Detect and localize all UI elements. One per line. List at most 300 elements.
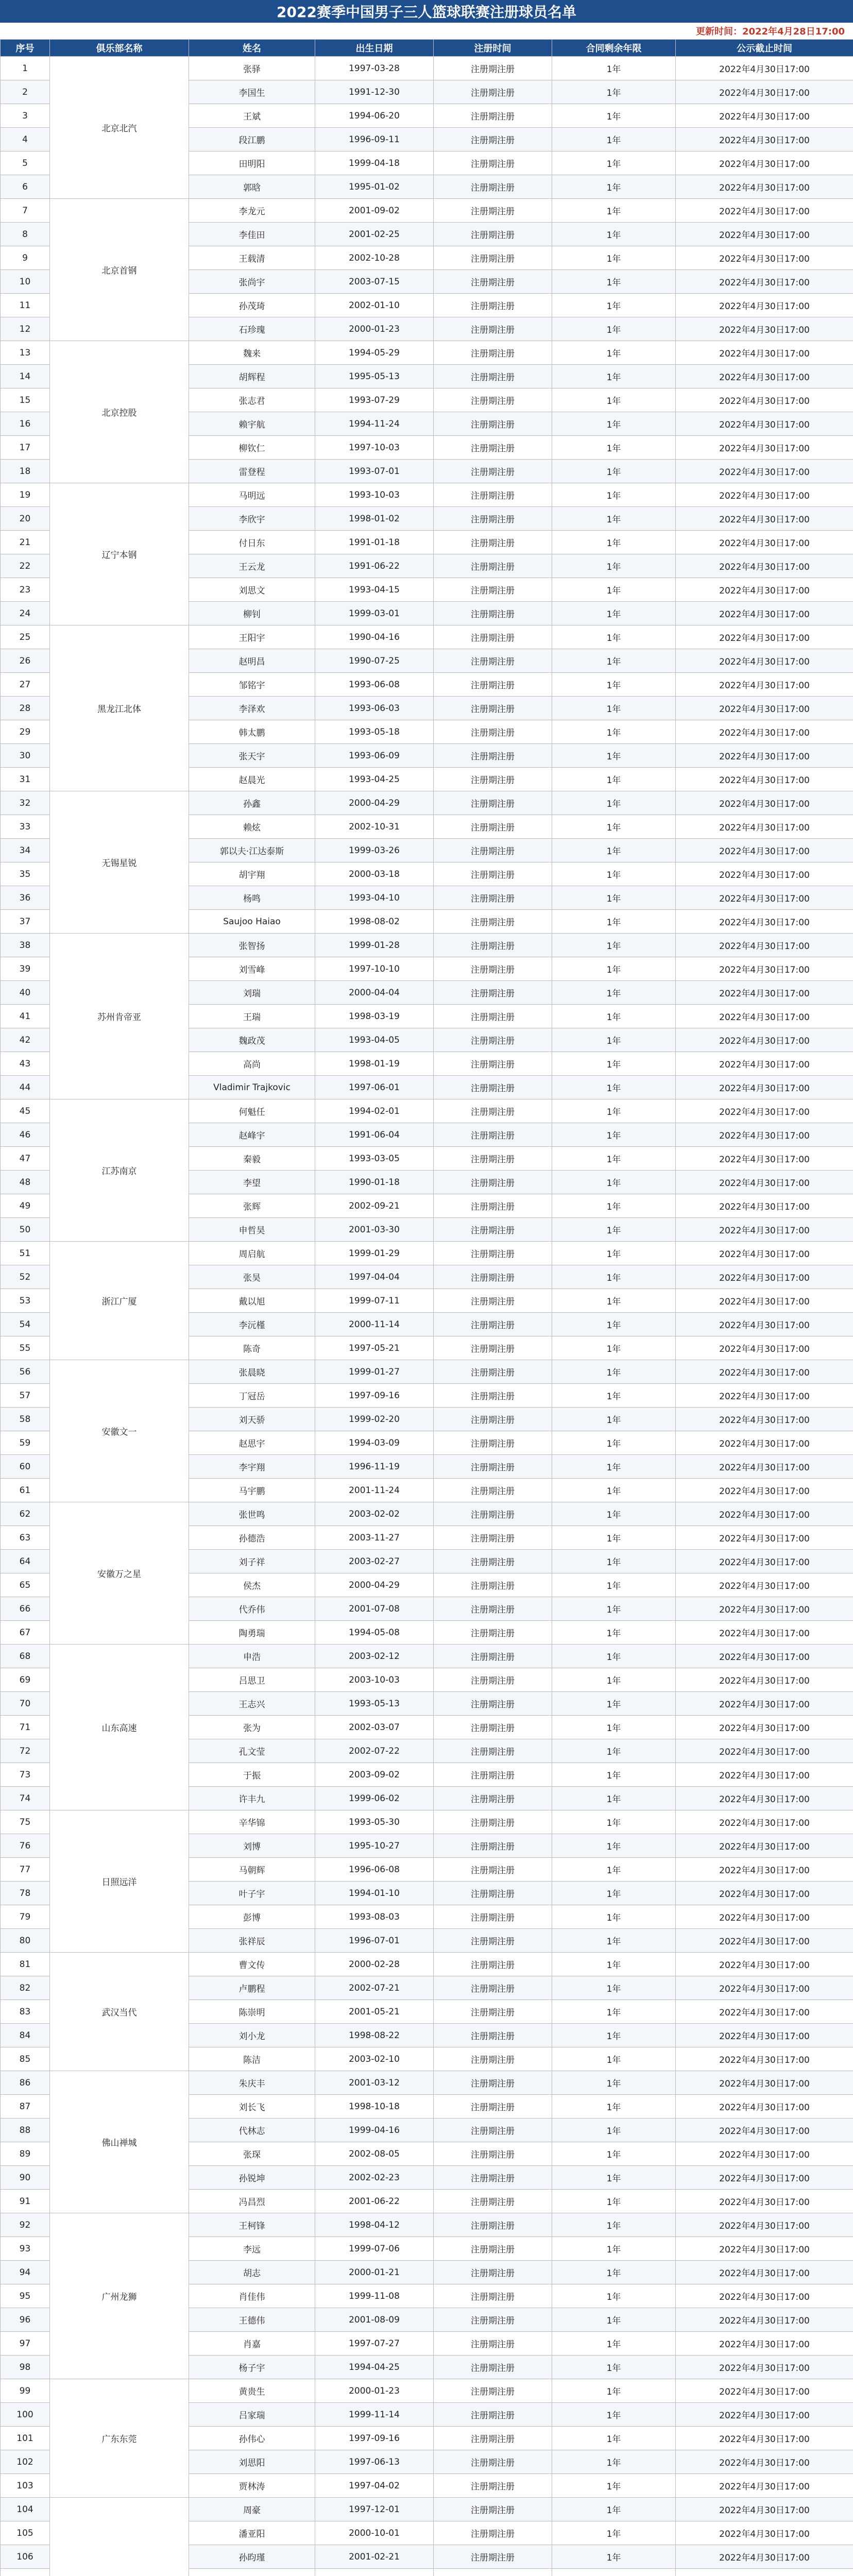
player-name: 吕思卫 — [189, 1668, 315, 1692]
publish-deadline: 2022年4月30日17:00 — [676, 2213, 853, 2237]
row-number: 96 — [1, 2308, 50, 2332]
birth-date: 1994-05-08 — [315, 1621, 434, 1645]
club-name: 安徽万之星 — [50, 1502, 189, 1645]
contract-years: 1年 — [552, 2237, 676, 2261]
contract-years: 1年 — [552, 1005, 676, 1028]
register-status: 注册期注册 — [434, 2261, 552, 2284]
birth-date: 2002-09-21 — [315, 1194, 434, 1218]
contract-years: 1年 — [552, 246, 676, 270]
row-number: 83 — [1, 2000, 50, 2024]
club-name: 无锡星锐 — [50, 791, 189, 934]
register-status: 注册期注册 — [434, 2332, 552, 2355]
club-name: 佛山禅城 — [50, 2071, 189, 2213]
publish-deadline — [676, 2569, 853, 2576]
publish-deadline: 2022年4月30日17:00 — [676, 1194, 853, 1218]
publish-deadline: 2022年4月30日17:00 — [676, 2450, 853, 2474]
contract-years: 1年 — [552, 1431, 676, 1455]
contract-years: 1年 — [552, 2119, 676, 2142]
publish-deadline: 2022年4月30日17:00 — [676, 791, 853, 815]
register-status: 注册期注册 — [434, 2166, 552, 2190]
register-status: 注册期注册 — [434, 294, 552, 317]
publish-deadline: 2022年4月30日17:00 — [676, 1953, 853, 1976]
player-name: 李欣宇 — [189, 507, 315, 531]
player-name: 刘子祥 — [189, 1550, 315, 1573]
publish-deadline: 2022年4月30日17:00 — [676, 2071, 853, 2095]
contract-years: 1年 — [552, 223, 676, 246]
publish-deadline: 2022年4月30日17:00 — [676, 104, 853, 128]
birth-date: 1999-11-08 — [315, 2284, 434, 2308]
row-number: 66 — [1, 1597, 50, 1621]
row-number: 61 — [1, 1479, 50, 1502]
row-number: 48 — [1, 1171, 50, 1194]
birth-date: 1999-01-28 — [315, 934, 434, 957]
player-name: 杨子宇 — [189, 2355, 315, 2379]
birth-date: 1999-06-02 — [315, 1787, 434, 1810]
player-name: 雷登程 — [189, 460, 315, 483]
club-name: 苏州肯帝亚 — [50, 934, 189, 1099]
birth-date: 1997-04-02 — [315, 2474, 434, 2498]
contract-years: 1年 — [552, 2450, 676, 2474]
club-name: 广东东莞 — [50, 2379, 189, 2498]
birth-date: 1995-05-13 — [315, 365, 434, 388]
player-name: 刘思阳 — [189, 2450, 315, 2474]
player-name: 魏来 — [189, 341, 315, 365]
contract-years: 1年 — [552, 1597, 676, 1621]
register-status: 注册期注册 — [434, 1597, 552, 1621]
birth-date: 2002-08-05 — [315, 2142, 434, 2166]
publish-deadline: 2022年4月30日17:00 — [676, 554, 853, 578]
player-name: 王柯锋 — [189, 2213, 315, 2237]
register-status: 注册期注册 — [434, 436, 552, 460]
player-name: 周启航 — [189, 1242, 315, 1265]
register-status: 注册期注册 — [434, 1479, 552, 1502]
register-status: 注册期注册 — [434, 2450, 552, 2474]
contract-years: 1年 — [552, 2498, 676, 2521]
birth-date: 2001-07-08 — [315, 1597, 434, 1621]
birth-date: 1997-03-28 — [315, 57, 434, 80]
birth-date: 1993-05-18 — [315, 720, 434, 744]
birth-date: 2001-09-02 — [315, 199, 434, 223]
player-name: 秦毅 — [189, 1147, 315, 1171]
player-name: 李佳田 — [189, 223, 315, 246]
row-number: 39 — [1, 957, 50, 981]
row-number: 53 — [1, 1289, 50, 1313]
register-status: 注册期注册 — [434, 2498, 552, 2521]
row-number: 79 — [1, 1905, 50, 1929]
player-name: 赖炫 — [189, 815, 315, 839]
table-row — [1, 791, 853, 815]
player-name: 丁冠岳 — [189, 1384, 315, 1408]
contract-years: 1年 — [552, 886, 676, 910]
row-number: 105 — [1, 2521, 50, 2545]
birth-date: 1990-04-16 — [315, 625, 434, 649]
birth-date: 1990-07-25 — [315, 649, 434, 673]
player-name: 张天宇 — [189, 744, 315, 768]
publish-deadline: 2022年4月30日17:00 — [676, 910, 853, 934]
publish-deadline: 2022年4月30日17:00 — [676, 649, 853, 673]
publish-deadline: 2022年4月30日17:00 — [676, 2284, 853, 2308]
publish-deadline: 2022年4月30日17:00 — [676, 1052, 853, 1076]
publish-deadline: 2022年4月30日17:00 — [676, 768, 853, 791]
birth-date: 1991-01-18 — [315, 531, 434, 554]
table-row — [1, 2498, 853, 2521]
table-row — [1, 1502, 853, 1526]
row-number: 101 — [1, 2427, 50, 2450]
player-name: 赵思宇 — [189, 1431, 315, 1455]
register-status: 注册期注册 — [434, 388, 552, 412]
contract-years: 1年 — [552, 2000, 676, 2024]
contract-years: 1年 — [552, 1810, 676, 1834]
player-name: 肖嘉 — [189, 2332, 315, 2355]
player-name: 陈奇 — [189, 1336, 315, 1360]
player-name: 张志君 — [189, 388, 315, 412]
publish-deadline: 2022年4月30日17:00 — [676, 1455, 853, 1479]
contract-years: 1年 — [552, 1739, 676, 1763]
contract-years: 1年 — [552, 2403, 676, 2427]
contract-years: 1年 — [552, 673, 676, 697]
contract-years: 1年 — [552, 80, 676, 104]
publish-deadline: 2022年4月30日17:00 — [676, 460, 853, 483]
header-club: 俱乐部名称 — [50, 40, 189, 57]
publish-deadline: 2022年4月30日17:00 — [676, 507, 853, 531]
club-name: 黑龙江北体 — [50, 625, 189, 791]
player-name: 辛华锦 — [189, 1810, 315, 1834]
publish-deadline: 2022年4月30日17:00 — [676, 2000, 853, 2024]
register-status: 注册期注册 — [434, 128, 552, 151]
birth-date: 1993-07-29 — [315, 388, 434, 412]
register-status: 注册期注册 — [434, 1408, 552, 1431]
publish-deadline: 2022年4月30日17:00 — [676, 2308, 853, 2332]
player-name: 王志兴 — [189, 1692, 315, 1716]
row-number: 6 — [1, 175, 50, 199]
contract-years: 1年 — [552, 981, 676, 1005]
birth-date: 1994-06-20 — [315, 104, 434, 128]
birth-date: 1999-03-01 — [315, 602, 434, 625]
register-status: 注册期注册 — [434, 460, 552, 483]
player-name: 王瑞 — [189, 1005, 315, 1028]
publish-deadline: 2022年4月30日17:00 — [676, 1905, 853, 1929]
birth-date: 1993-04-25 — [315, 768, 434, 791]
player-name: 何魁任 — [189, 1099, 315, 1123]
publish-deadline: 2022年4月30日17:00 — [676, 388, 853, 412]
row-number: 104 — [1, 2498, 50, 2521]
player-name: 张晨晓 — [189, 1360, 315, 1384]
register-status: 注册期注册 — [434, 1976, 552, 2000]
birth-date: 2002-10-31 — [315, 815, 434, 839]
table-header-row — [1, 40, 853, 57]
register-status: 注册期注册 — [434, 199, 552, 223]
row-number: 78 — [1, 1882, 50, 1905]
row-number: 34 — [1, 839, 50, 862]
publish-deadline: 2022年4月30日17:00 — [676, 1645, 853, 1668]
publish-deadline: 2022年4月30日17:00 — [676, 886, 853, 910]
contract-years: 1年 — [552, 2545, 676, 2569]
birth-date: 2002-01-10 — [315, 294, 434, 317]
register-status: 注册期注册 — [434, 57, 552, 80]
contract-years: 1年 — [552, 1479, 676, 1502]
birth-date: 1996-09-11 — [315, 128, 434, 151]
player-name: 冯昌烈 — [189, 2190, 315, 2213]
contract-years: 1年 — [552, 2474, 676, 2498]
register-status: 注册期注册 — [434, 815, 552, 839]
club-name: 江苏南京 — [50, 1099, 189, 1242]
register-status: 注册期注册 — [434, 2237, 552, 2261]
register-status: 注册期注册 — [434, 1265, 552, 1289]
row-number: 5 — [1, 151, 50, 175]
birth-date: 1999-04-16 — [315, 2119, 434, 2142]
contract-years: 1年 — [552, 1289, 676, 1313]
contract-years: 1年 — [552, 1692, 676, 1716]
birth-date: 1997-09-16 — [315, 1384, 434, 1408]
contract-years: 1年 — [552, 791, 676, 815]
contract-years: 1年 — [552, 1905, 676, 1929]
contract-years: 1年 — [552, 2521, 676, 2545]
publish-deadline: 2022年4月30日17:00 — [676, 602, 853, 625]
player-name: 李泽欢 — [189, 697, 315, 720]
player-name: 王德伟 — [189, 2308, 315, 2332]
publish-deadline: 2022年4月30日17:00 — [676, 365, 853, 388]
publish-deadline: 2022年4月30日17:00 — [676, 1431, 853, 1455]
table-row — [1, 625, 853, 649]
publish-deadline: 2022年4月30日17:00 — [676, 1099, 853, 1123]
birth-date: 1997-06-13 — [315, 2450, 434, 2474]
publish-deadline: 2022年4月30日17:00 — [676, 2545, 853, 2569]
player-name: 石珍瑰 — [189, 317, 315, 341]
contract-years: 1年 — [552, 1194, 676, 1218]
publish-deadline: 2022年4月30日17:00 — [676, 223, 853, 246]
player-name: 郭以夫·江达泰斯 — [189, 839, 315, 862]
register-status: 注册期注册 — [434, 768, 552, 791]
publish-deadline: 2022年4月30日17:00 — [676, 1597, 853, 1621]
contract-years: 1年 — [552, 507, 676, 531]
row-number: 3 — [1, 104, 50, 128]
register-status: 注册期注册 — [434, 2474, 552, 2498]
publish-deadline: 2022年4月30日17:00 — [676, 1171, 853, 1194]
player-name: 胡宇翔 — [189, 862, 315, 886]
birth-date: 2003-02-10 — [315, 2047, 434, 2071]
register-status: 注册期注册 — [434, 1882, 552, 1905]
birth-date: 2001-03-12 — [315, 2071, 434, 2095]
publish-deadline: 2022年4月30日17:00 — [676, 2521, 853, 2545]
register-status: 注册期注册 — [434, 483, 552, 507]
player-name: 刘雪峰 — [189, 957, 315, 981]
player-name: 李望 — [189, 1171, 315, 1194]
birth-date: 1999-04-18 — [315, 151, 434, 175]
contract-years — [552, 2569, 676, 2576]
publish-deadline: 2022年4月30日17:00 — [676, 2332, 853, 2355]
birth-date: 1998-08-02 — [315, 910, 434, 934]
row-number: 87 — [1, 2095, 50, 2119]
register-status: 注册期注册 — [434, 625, 552, 649]
publish-deadline: 2022年4月30日17:00 — [676, 625, 853, 649]
birth-date: 1995-10-27 — [315, 1834, 434, 1858]
player-name: 张为 — [189, 1716, 315, 1739]
register-status: 注册期注册 — [434, 1455, 552, 1479]
register-status: 注册期注册 — [434, 886, 552, 910]
table-row — [1, 1099, 853, 1123]
register-status: 注册期注册 — [434, 2047, 552, 2071]
register-status: 注册期注册 — [434, 554, 552, 578]
row-number: 43 — [1, 1052, 50, 1076]
row-number: 10 — [1, 270, 50, 294]
register-status: 注册期注册 — [434, 1810, 552, 1834]
contract-years: 1年 — [552, 2379, 676, 2403]
row-number: 33 — [1, 815, 50, 839]
contract-years: 1年 — [552, 554, 676, 578]
contract-years: 1年 — [552, 697, 676, 720]
table-row — [1, 1242, 853, 1265]
register-status: 注册期注册 — [434, 2142, 552, 2166]
contract-years: 1年 — [552, 2213, 676, 2237]
row-number: 18 — [1, 460, 50, 483]
publish-deadline: 2022年4月30日17:00 — [676, 720, 853, 744]
register-status — [434, 2569, 552, 2576]
header-register: 注册时间 — [434, 40, 552, 57]
player-name: 孙锐坤 — [189, 2166, 315, 2190]
player-name: 王载清 — [189, 246, 315, 270]
row-number: 31 — [1, 768, 50, 791]
row-number: 57 — [1, 1384, 50, 1408]
birth-date: 2002-07-21 — [315, 1976, 434, 2000]
publish-deadline: 2022年4月30日17:00 — [676, 1882, 853, 1905]
row-number: 22 — [1, 554, 50, 578]
row-number: 81 — [1, 1953, 50, 1976]
contract-years: 1年 — [552, 2095, 676, 2119]
birth-date: 1999-07-11 — [315, 1289, 434, 1313]
register-status: 注册期注册 — [434, 2024, 552, 2047]
player-name: 张祥辰 — [189, 1929, 315, 1953]
birth-date: 2001-06-22 — [315, 2190, 434, 2213]
register-status: 注册期注册 — [434, 957, 552, 981]
publish-deadline: 2022年4月30日17:00 — [676, 1005, 853, 1028]
player-name: 叶子宇 — [189, 1882, 315, 1905]
birth-date: 2003-07-15 — [315, 270, 434, 294]
publish-deadline: 2022年4月30日17:00 — [676, 1147, 853, 1171]
birth-date: 1993-05-30 — [315, 1810, 434, 1834]
row-number: 56 — [1, 1360, 50, 1384]
register-status: 注册期注册 — [434, 2284, 552, 2308]
contract-years: 1年 — [552, 2261, 676, 2284]
publish-deadline: 2022年4月30日17:00 — [676, 2261, 853, 2284]
publish-deadline: 2022年4月30日17:00 — [676, 1929, 853, 1953]
register-status: 注册期注册 — [434, 1194, 552, 1218]
player-name: 王阳宇 — [189, 625, 315, 649]
register-status: 注册期注册 — [434, 2119, 552, 2142]
register-status: 注册期注册 — [434, 507, 552, 531]
publish-deadline: 2022年4月30日17:00 — [676, 2119, 853, 2142]
contract-years: 1年 — [552, 294, 676, 317]
row-number: 19 — [1, 483, 50, 507]
row-number: 85 — [1, 2047, 50, 2071]
birth-date: 1994-02-01 — [315, 1099, 434, 1123]
birth-date: 1993-06-08 — [315, 673, 434, 697]
publish-deadline: 2022年4月30日17:00 — [676, 483, 853, 507]
player-name: 代乔伟 — [189, 1597, 315, 1621]
contract-years: 1年 — [552, 2190, 676, 2213]
birth-date: 2001-03-30 — [315, 1218, 434, 1242]
publish-deadline: 2022年4月30日17:00 — [676, 1550, 853, 1573]
publish-deadline: 2022年4月30日17:00 — [676, 246, 853, 270]
register-status: 注册期注册 — [434, 246, 552, 270]
contract-years: 1年 — [552, 57, 676, 80]
header-no: 序号 — [1, 40, 50, 57]
birth-date: 1999-01-27 — [315, 1360, 434, 1384]
row-number: 30 — [1, 744, 50, 768]
birth-date: 1996-11-19 — [315, 1455, 434, 1479]
birth-date: 1993-06-09 — [315, 744, 434, 768]
publish-deadline: 2022年4月30日17:00 — [676, 270, 853, 294]
row-number: 82 — [1, 1976, 50, 2000]
table-row — [1, 934, 853, 957]
player-name: 潘亚阳 — [189, 2521, 315, 2545]
header-contract: 合同剩余年限 — [552, 40, 676, 57]
publish-deadline: 2022年4月30日17:00 — [676, 957, 853, 981]
register-status: 注册期注册 — [434, 270, 552, 294]
contract-years: 1年 — [552, 1171, 676, 1194]
register-status: 注册期注册 — [434, 341, 552, 365]
register-status: 注册期注册 — [434, 720, 552, 744]
publish-deadline: 2022年4月30日17:00 — [676, 294, 853, 317]
register-status: 注册期注册 — [434, 649, 552, 673]
row-number: 98 — [1, 2355, 50, 2379]
player-name: 刘思文 — [189, 578, 315, 602]
row-number: 13 — [1, 341, 50, 365]
publish-deadline: 2022年4月30日17:00 — [676, 1289, 853, 1313]
contract-years: 1年 — [552, 1716, 676, 1739]
birth-date: 1997-09-16 — [315, 2427, 434, 2450]
row-number: 4 — [1, 128, 50, 151]
register-status: 注册期注册 — [434, 223, 552, 246]
birth-date: 2001-05-21 — [315, 2000, 434, 2024]
birth-date: 1994-01-10 — [315, 1882, 434, 1905]
contract-years: 1年 — [552, 1242, 676, 1265]
register-status: 注册期注册 — [434, 1360, 552, 1384]
contract-years: 1年 — [552, 2142, 676, 2166]
birth-date: 2000-03-18 — [315, 862, 434, 886]
contract-years: 1年 — [552, 1858, 676, 1882]
publish-deadline: 2022年4月30日17:00 — [676, 839, 853, 862]
player-name: 孙茂琦 — [189, 294, 315, 317]
player-name: 张驿 — [189, 57, 315, 80]
row-number: 29 — [1, 720, 50, 744]
register-status: 注册期注册 — [434, 2308, 552, 2332]
publish-deadline: 2022年4月30日17:00 — [676, 175, 853, 199]
player-name: 李沅槿 — [189, 1313, 315, 1336]
club-name — [50, 2498, 189, 2576]
contract-years: 1年 — [552, 2308, 676, 2332]
publish-deadline: 2022年4月30日17:00 — [676, 1573, 853, 1597]
register-status: 注册期注册 — [434, 1787, 552, 1810]
player-name: 李龙元 — [189, 199, 315, 223]
register-status: 注册期注册 — [434, 1929, 552, 1953]
update-time: 更新时间：2022年4月28日17:00 — [696, 26, 845, 37]
contract-years: 1年 — [552, 1573, 676, 1597]
row-number: 58 — [1, 1408, 50, 1431]
player-name: 张琛 — [189, 2142, 315, 2166]
register-status: 注册期注册 — [434, 2545, 552, 2569]
club-name: 辽宁本钢 — [50, 483, 189, 625]
publish-deadline: 2022年4月30日17:00 — [676, 1384, 853, 1408]
contract-years: 1年 — [552, 1668, 676, 1692]
player-name: 朱庆丰 — [189, 2071, 315, 2095]
player-name: 郭晗 — [189, 175, 315, 199]
row-number: 47 — [1, 1147, 50, 1171]
birth-date: 1994-03-09 — [315, 1431, 434, 1455]
row-number: 23 — [1, 578, 50, 602]
contract-years: 1年 — [552, 934, 676, 957]
register-status: 注册期注册 — [434, 1526, 552, 1550]
player-name: 王斌 — [189, 104, 315, 128]
